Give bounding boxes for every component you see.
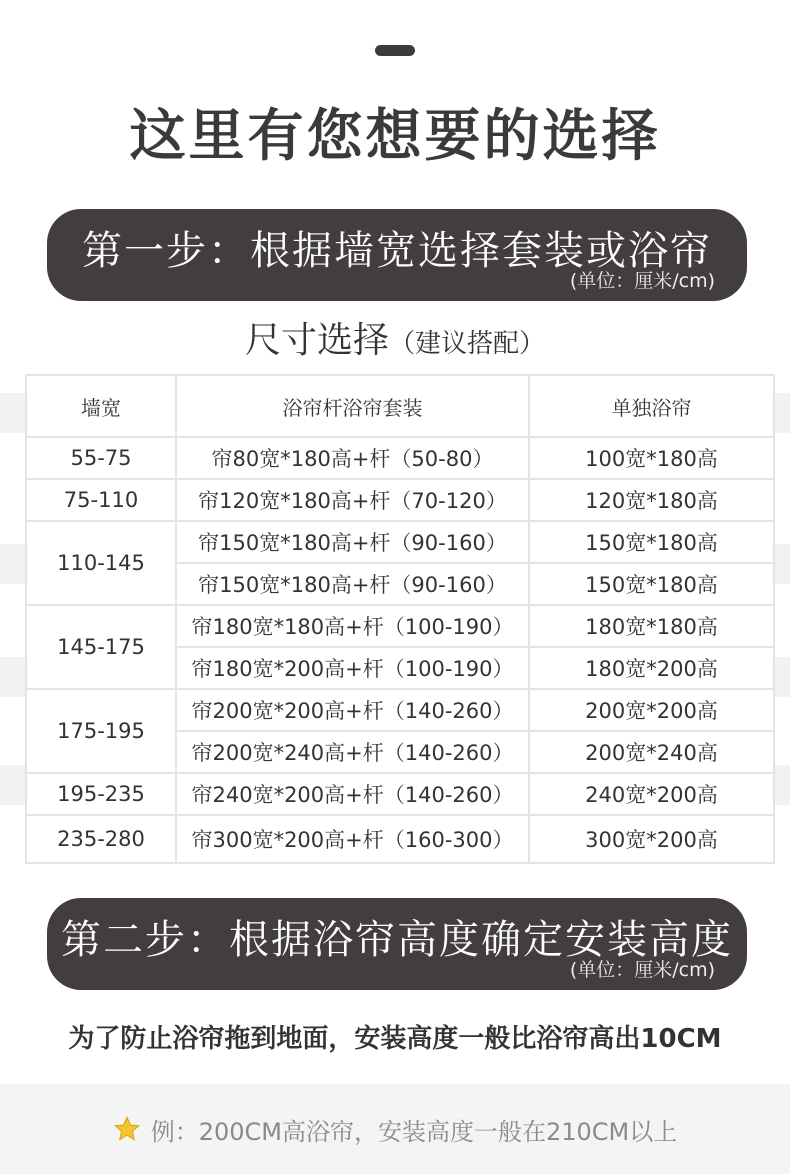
header-set: 浴帘杆浴帘套装 [176, 375, 529, 437]
step1-title: 第一步：根据墙宽选择套装或浴帘 [82, 228, 712, 274]
installation-note: 为了防止浴帘拖到地面，安装高度一般比浴帘高出10CM [68, 1024, 722, 1054]
set-cell: 帘150宽*180高+杆（90-160） [176, 521, 529, 563]
table-header-row [26, 375, 774, 437]
wall-width-cell: 175-195 [26, 689, 176, 773]
size-heading [0, 312, 790, 363]
header-wall-width: 墙宽 [26, 375, 176, 437]
curtain-cell: 120宽*180高 [529, 479, 774, 521]
table-row [26, 479, 774, 521]
set-cell: 帘240宽*200高+杆（140-260） [176, 773, 529, 815]
curtain-cell: 150宽*180高 [529, 521, 774, 563]
example-box [0, 1084, 790, 1174]
step1-banner [47, 209, 747, 301]
curtain-cell: 240宽*200高 [529, 773, 774, 815]
table-row [26, 815, 774, 863]
set-cell: 帘180宽*180高+杆（100-190） [176, 605, 529, 647]
set-cell: 帘200宽*240高+杆（140-260） [176, 731, 529, 773]
wall-width-cell: 235-280 [26, 815, 176, 863]
wall-width-cell: 55-75 [26, 437, 176, 479]
size-heading-sub: （建议搭配） [389, 329, 546, 359]
wall-width-cell: 75-110 [26, 479, 176, 521]
size-table [25, 374, 775, 864]
set-cell: 帘120宽*180高+杆（70-120） [176, 479, 529, 521]
curtain-cell: 100宽*180高 [529, 437, 774, 479]
example-text: 例：200CM高浴帘，安装高度一般在210CM以上 [150, 1117, 678, 1146]
set-cell: 帘180宽*200高+杆（100-190） [176, 647, 529, 689]
set-cell: 帘200宽*200高+杆（140-260） [176, 689, 529, 731]
curtain-cell: 150宽*180高 [529, 563, 774, 605]
page-title: 这里有您想要的选择 [129, 104, 661, 169]
table-row [26, 437, 774, 479]
step1-unit: (单位：厘米/cm) [569, 270, 715, 292]
step2-banner [47, 898, 747, 990]
table-row [26, 773, 774, 815]
top-decor-bar [375, 45, 415, 56]
curtain-cell: 200宽*200高 [529, 689, 774, 731]
set-cell: 帘80宽*180高+杆（50-80） [176, 437, 529, 479]
set-cell: 帘300宽*200高+杆（160-300） [176, 815, 529, 863]
wall-width-cell: 145-175 [26, 605, 176, 689]
curtain-cell: 300宽*200高 [529, 815, 774, 863]
table-row [26, 689, 774, 731]
star-icon [113, 1115, 141, 1143]
table-row [26, 521, 774, 563]
size-heading-main: 尺寸选择 [244, 320, 389, 361]
curtain-cell: 180宽*180高 [529, 605, 774, 647]
set-cell: 帘150宽*180高+杆（90-160） [176, 563, 529, 605]
table-row [26, 605, 774, 647]
curtain-cell: 180宽*200高 [529, 647, 774, 689]
step2-title: 第二步：根据浴帘高度确定安装高度 [61, 917, 733, 963]
wall-width-cell: 195-235 [26, 773, 176, 815]
header-curtain: 单独浴帘 [529, 375, 774, 437]
step2-unit: (单位：厘米/cm) [569, 959, 715, 981]
curtain-cell: 200宽*240高 [529, 731, 774, 773]
wall-width-cell: 110-145 [26, 521, 176, 605]
